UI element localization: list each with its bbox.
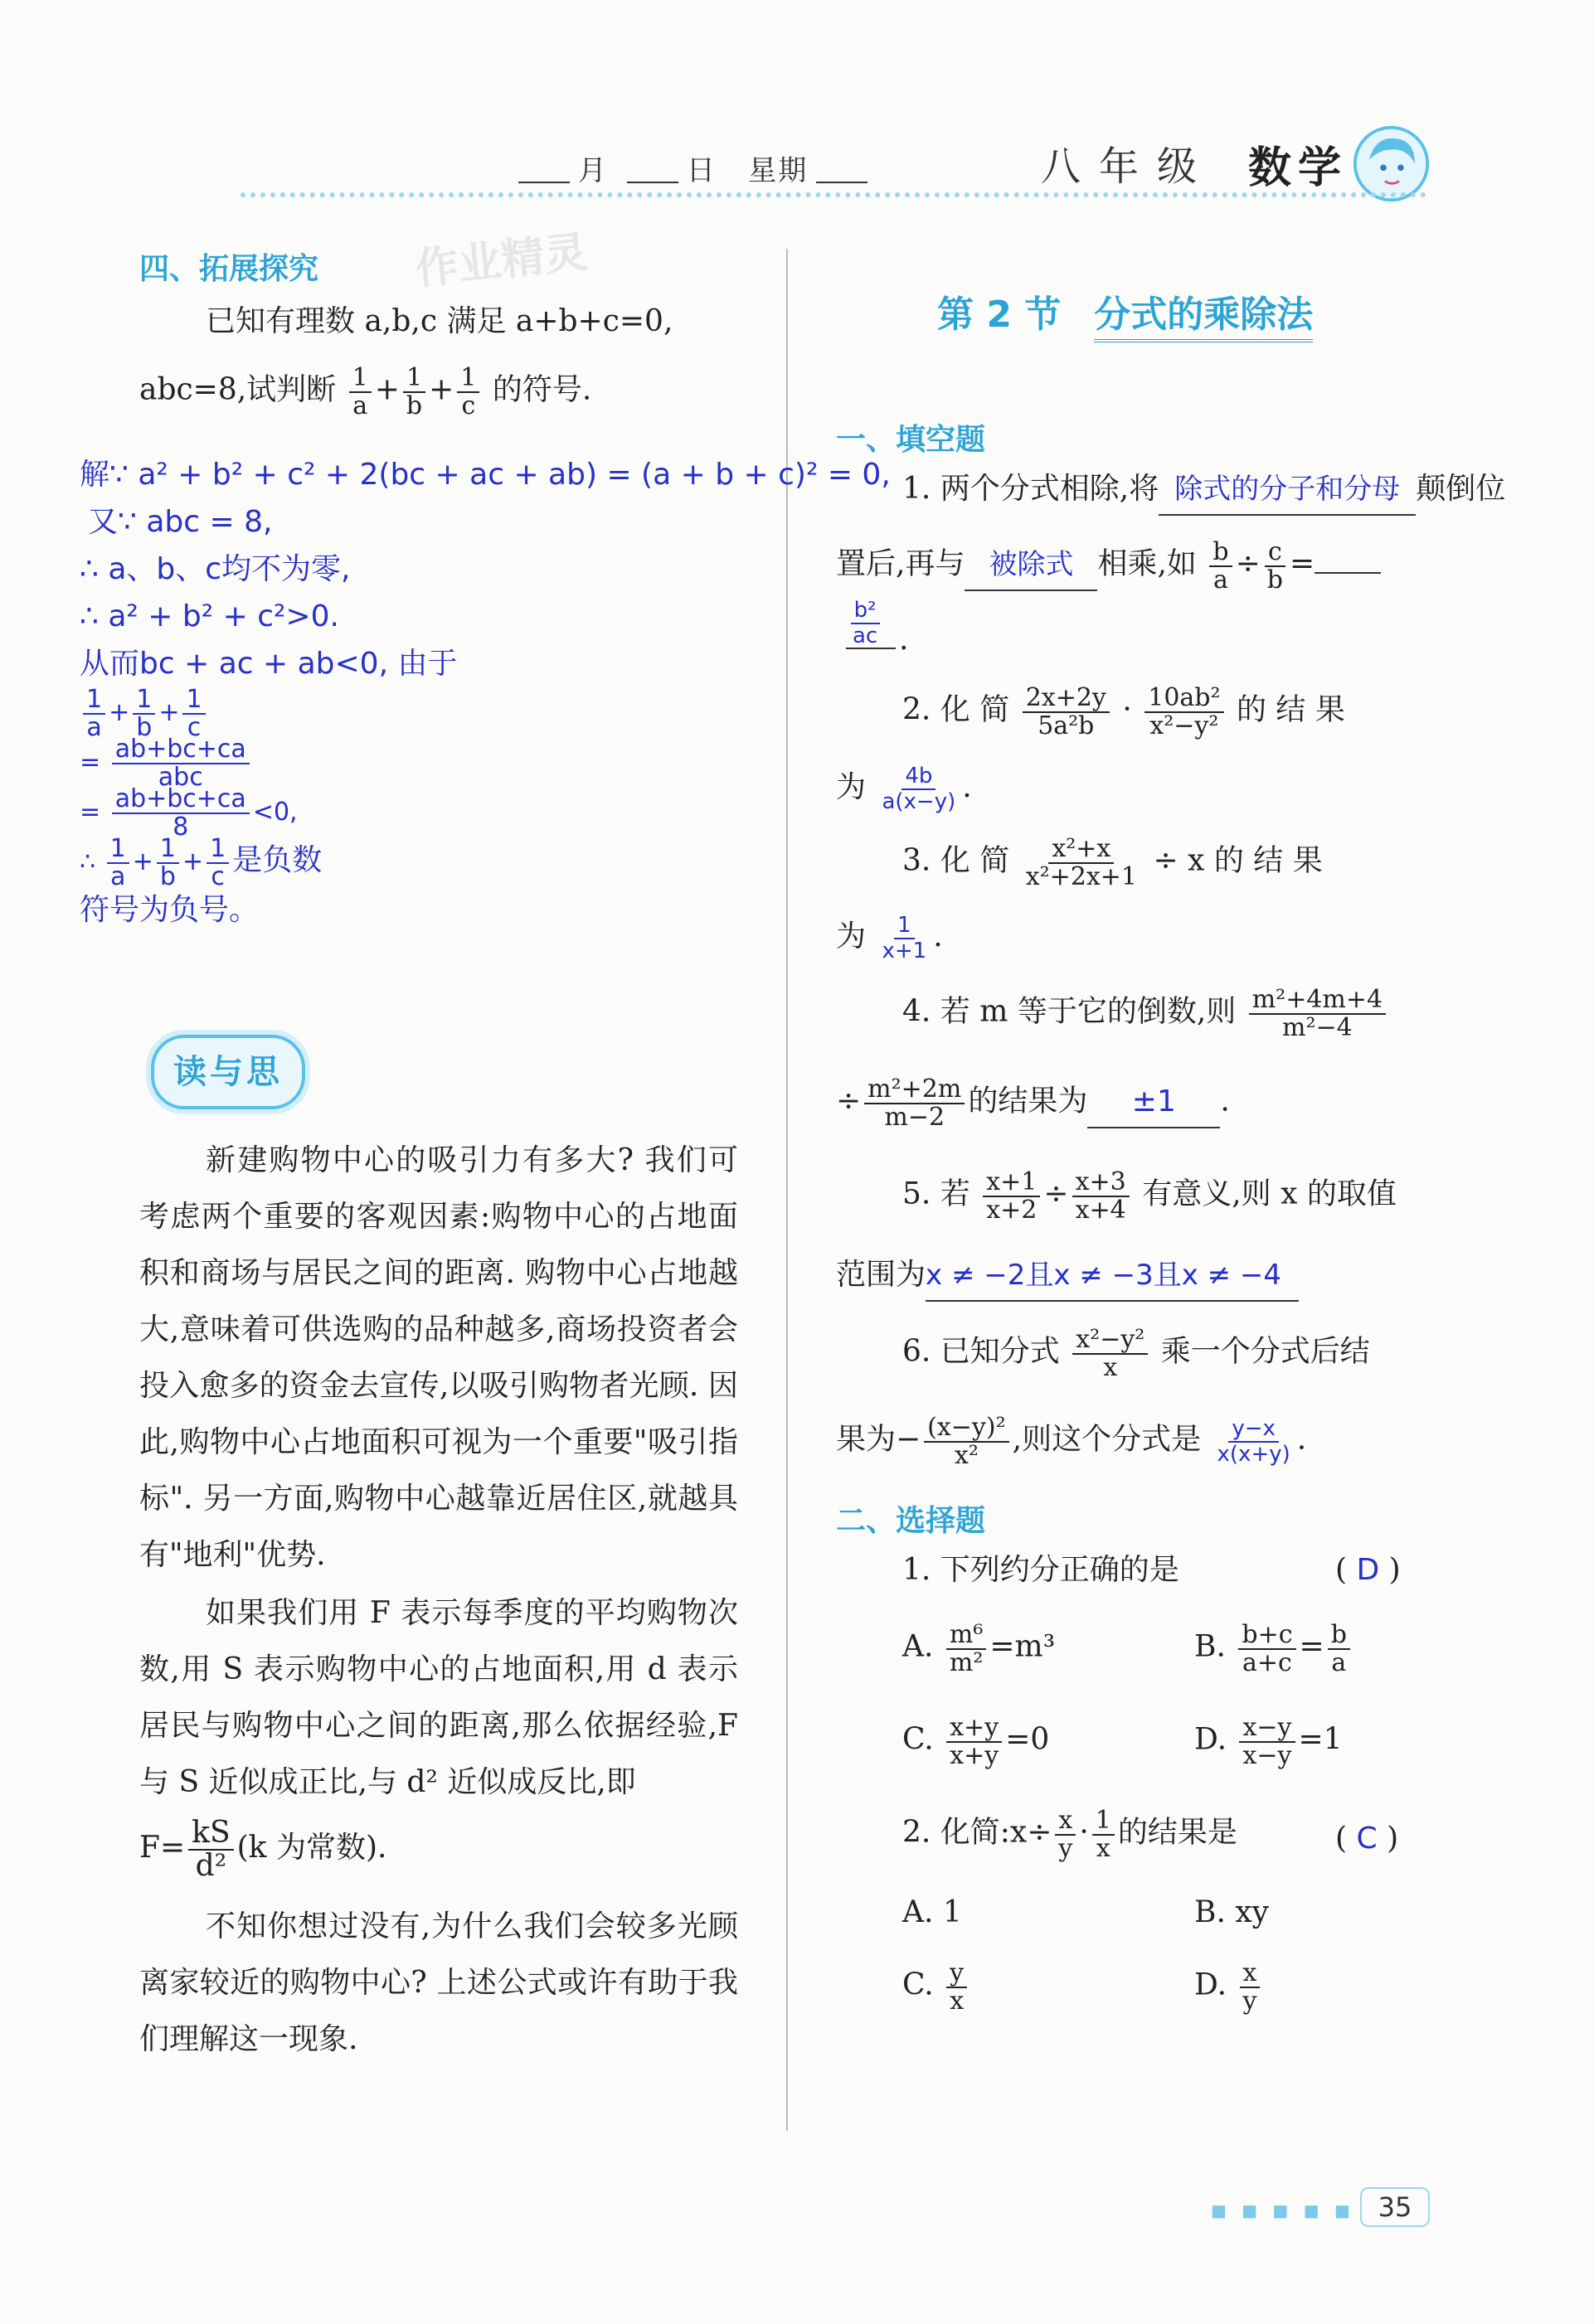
formula-fraction: $\frac{kS}{\text{d²}}$ [188, 1817, 233, 1882]
choice2-option-d[interactable]: D. $\frac{x}{y}$ [1194, 1960, 1263, 2014]
solution-line1: 解∵ a² + b² + c² + 2(bc + ac + ab) = (a + b + c)² = 0, [80, 458, 891, 492]
q6-line2: 果为− $\frac{\text{(x−y)²}}{\text{x²}}$ ,则这个分式是 $\frac{y-x}{x(x+y)}$ . [836, 1413, 1307, 1470]
choice2-answer[interactable]: ( C ) [1335, 1822, 1399, 1856]
month-blank[interactable] [518, 182, 570, 183]
q1-answer-1[interactable]: 除式的分子和分母 [1159, 464, 1416, 516]
reading-paragraph-2: 如果我们用 F 表示每季度的平均购物次数,用 S 表示购物中心的占地面积,用 d 表示居民与购物中心之间的距离,那么依据经验,F 与 S 近似成正比,与 d² 近似成反比,即 [139, 1596, 738, 1799]
q2-answer[interactable]: $\frac{4b}{a(x-y)}$ [882, 764, 956, 814]
mascot-icon [1352, 124, 1431, 203]
section4-title: 四、拓展探究 [139, 252, 319, 286]
grade-label: 八年级 [1041, 143, 1216, 190]
choice2-option-c[interactable]: C. $\frac{y}{x}$ [902, 1960, 970, 2014]
q5-answer[interactable]: x ≠ −2且x ≠ −3且x ≠ −4 [926, 1250, 1299, 1302]
solution-step-8: = $\frac{ab+bc+ca}{8}$ <0, [80, 784, 298, 842]
page-number: 35 [1360, 2187, 1430, 2227]
choice1-option-d[interactable]: D. $\frac{x-y}{x-y}$ =1 [1194, 1713, 1343, 1770]
q1-line1: 1. 两个分式相除,将 除式的分子和分母 颠倒位 [902, 464, 1505, 516]
q3-line2: 为 $\frac{1}{x+1}$ . [836, 913, 943, 963]
day-blank[interactable] [627, 182, 678, 183]
month-label: 月 [578, 154, 608, 187]
problem-line1: 已知有理数 a,b,c 满足 a+b+c=0, [206, 304, 673, 338]
read-think-badge: 读与思 [151, 1035, 305, 1109]
frac-1-over-a: $\frac{1}{a}$ [349, 365, 372, 419]
solution-line5: 从而bc + ac + ab<0, 由于 [80, 647, 458, 681]
q1-line2: 置后,再与 被除式 相乘,如 $\frac{b}{a}$ ÷ $\frac{c}{b}$ = [836, 539, 1381, 593]
section2-title: 二、选择题 [836, 1504, 986, 1538]
choice1-answer[interactable]: ( D ) [1335, 1553, 1401, 1587]
problem-line2-b: 的符号. [492, 372, 592, 407]
watermark: 作业精灵 [413, 227, 590, 295]
chapter-heading [937, 284, 1313, 337]
chapter-name: 分式的乘除法 [1094, 294, 1313, 342]
choice1-option-c[interactable]: C. $\frac{x+y}{x+y}$ =0 [902, 1713, 1050, 1770]
solution-conclusion: ∴ $\frac{1}{a}$ + $\frac{1}{b}$ + $\frac{1}{c}$ 是负数 [80, 834, 323, 891]
solution-line3: ∴ a、b、c均不为零, [80, 552, 351, 586]
q1-answer-3[interactable]: $\frac{\text{b²}}{ac}$ [846, 599, 896, 649]
q3-answer[interactable]: $\frac{1}{x+1}$ [882, 913, 927, 963]
reading-paragraph-3: 不知你想过没有,为什么我们会较多光顾离家较近的购物中心? 上述公式或许有助于我们理解这一现象. [139, 1909, 738, 2056]
choice2-option-a[interactable]: A. 1 [902, 1895, 962, 1929]
q2-line1: 2. 化 简 $\frac{2x+2y}{\text{5a²b}}$ · $\frac{\text{10ab²}}{\text{x²−y²}}$ 的 结 果 [902, 683, 1345, 740]
q1-answer-2[interactable]: 被除式 [965, 540, 1097, 591]
q3-line1: 3. 化 简 $\frac{\text{x²+x}}{\text{x²+2x+1}}$ ÷ x 的 结 果 [902, 834, 1323, 891]
frac-1-over-c: $\frac{1}{c}$ [457, 365, 479, 419]
chapter-number: 第 2 节 [937, 294, 1062, 336]
page-number-dots: ■ ■ ■ ■ ■ [1211, 2200, 1355, 2220]
subject-label: 数学 [1248, 143, 1349, 193]
q6-line1: 6. 已知分式 $\frac{\text{x²−y²}}{x}$ 乘一个分式后结 [902, 1325, 1370, 1382]
q6-answer[interactable]: $\frac{y-x}{x(x+y)}$ [1217, 1415, 1290, 1467]
q4-line1: 4. 若 m 等于它的倒数,则 $\frac{\text{m²+4m+4}}{\text{m²−4}}$ [902, 987, 1389, 1041]
frac-1-over-b: $\frac{1}{b}$ [403, 365, 425, 419]
formula-line: F= $\frac{kS}{\text{d²}}$ (k 为常数). [139, 1816, 387, 1883]
choice1-option-a[interactable]: A. $\frac{\text{m⁶}}{\text{m²}}$ =m³ [902, 1620, 1056, 1677]
q5-line1: 5. 若 $\frac{x+1}{x+2}$ ÷ $\frac{x+3}{x+4}$ 有意义,则 x 的取值 [902, 1167, 1397, 1225]
q4-line2: ÷ $\frac{\text{m²+2m}}{m-2}$ 的结果为 ±1 . [836, 1075, 1230, 1132]
choice2-question: 2. 化简:x÷ $\frac{x}{y}$ · $\frac{1}{x}$ 的结果是 [902, 1806, 1237, 1863]
section1-title: 一、填空题 [836, 423, 986, 457]
weekday-blank[interactable] [816, 182, 867, 183]
column-divider [786, 249, 788, 2131]
q5-line2: 范围为x ≠ −2且x ≠ −3且x ≠ −4 [836, 1250, 1299, 1302]
solution-step-abc: = $\frac{ab+bc+ca}{\text{abc}}$ [80, 736, 253, 790]
reading-paragraph-1: 新建购物中心的吸引力有多大? 我们可考虑两个重要的客观因素:购物中心的占地面积和商场与居民之间的距离. 购物中心占地越大,意味着可供选购的品种越多,商场投资者会投入愈多的资金去宣传,以吸引购物者光顾. 因此,购物中心占地面积可视为一个重要"吸引指标". 另一方面,购物中心越靠近居住区,就越具有"地利"优势. [139, 1143, 738, 1572]
choice2-option-b[interactable]: B. xy [1194, 1895, 1269, 1929]
date-line [510, 148, 876, 188]
problem-line2-a: abc=8,试判断 [139, 372, 337, 407]
solution-line2: 又∵ abc = 8, [88, 505, 273, 539]
solution-line4: ∴ a² + b² + c²>0. [80, 599, 339, 633]
q4-answer[interactable]: ±1 [1087, 1077, 1220, 1128]
solution-last: 符号为负号。 [80, 893, 260, 927]
header-dotted-rule [241, 192, 1426, 197]
q2-line2: 为 $\frac{4b}{a(x-y)}$ . [836, 764, 972, 814]
workbook-page: 月 日 星期 八年级 数学 作业精灵 四、拓展探究 已知有理数 a,b,c 满足 a+b+c=0, abc=8,试判断 $\frac{1}{a}$ + $\frac{1}{b}$ + $\frac{1}{c}$ 的符号. 解∵ a² + b² + c² + 2(bc + ac + ab) = (a + b + c)² = 0, 又∵ abc = 8, ∴ a、b、c均不为零, ∴ a² + b² + c²>0. 从而bc + ac + ab<0, 由于 $\frac{1}{a}$ + $\frac{1}{b}$ + $\frac{1}{c}$ = $\frac{ab+bc+ca}{\text{abc}}$ = $\frac{ab+bc+ca}{8}$ <0, ∴ $\frac{1}{a}$ + $\frac{1}{b}$ + $\frac{1}{c}$ 是负数 符号为负号。 读与思 新建购物中心的吸引力有多大? 我们可考虑两个重要的客观因素:购物中心的占地面积和商场与居民之间的距离. 购物中心占地越大,意味着可供选购的品种越多,商场投资者会投入愈多的资金去宣传,以吸引购物者光顾. 因此,购物中心占地面积可视为一个重要"吸引指标". 另一方面,购物中心越靠近居住区,就越具有"地利"优势. 如果我们用 F 表示每季度的平均购物次数,用 S 表示购物中心的占地面积,用 d 表示居民与购物中心之间的距离,那么依据经验,F 与 S 近似成正比,与 d² 近似成反比,即 F= $\frac{kS}{\text{d²}}$ (k 为常数). 不知你想过没有,为什么我们会较多光顾离家较近的购物中心? 上述公式或许有助于我们理解这一现象. 第 2 节 分式的乘除法 一、填空题 1. 两个分式相除,将 除式的分子和分母 颠倒位 置后,再与 被除式 相乘,如 $\frac{b}{a}$ ÷ $\frac{c}{b}$ = $\frac{\text{b²}}{ac}$ . 2. 化 简 $\frac{2x+2y}{\text{5a²b}}$ · $\frac{\text{10ab²}}{\text{x²−y²}}$ 的 结 果 为 $\frac{4b}{a(x-y)}$ . 3. 化 简 $\frac{\text{x²+x}}{\text{x²+2x+1}}$ ÷ x 的 结 果 为 $\frac{1}{x+1}$ . 4. 若 m 等于它的倒数,则 $\frac{\text{m²+4m+4}}{\text{m²−4}}$ ÷ $\frac{\text{m²+2m}}{m-2}$ 的结果为 ±1 . 5. 若 $\frac{x+1}{x+2}$ ÷ $\frac{x+3}{x+4}$ 有意义,则 x 的取值 范围为x ≠ −2且x ≠ −3且x ≠ −4 6. 已知分式 $\frac{\text{x²−y²}}{x}$ 乘一个分式后结 果为− $\frac{\text{(x−y)²}}{\text{x²}}$ ,则这个分式是 $\frac{y-x}{x(x+y)}$ . 二、选择题 1. 下列约分正确的是 ( D ) A. $\frac{\text{m⁶}}{\text{m²}}$ =m³ B. $\frac{b+c}{a+c}$ = $\frac{b}{a}$ C. $\frac{x+y}{x+y}$ =0 D. $\frac{x-y}{x-y}$ =1 2. 化简:x÷ $\frac{x}{y}$ · $\frac{1}{x}$ 的结果是 ( C ) A. 1 B. xy C. $\frac{y}{x}$ D. $\frac{x}{y}$ ■ ■ ■ ■ ■ 35 [0, 0, 1594, 2324]
weekday-label: 星期 [748, 154, 809, 187]
choice1-option-b[interactable]: B. $\frac{b+c}{a+c}$ = $\frac{b}{a}$ [1194, 1622, 1353, 1676]
problem-line2: abc=8,试判断 $\frac{1}{a}$ + $\frac{1}{b}$ + $\frac{1}{c}$ 的符号. [139, 363, 592, 420]
solution-sum-fracs: $\frac{1}{a}$ + $\frac{1}{b}$ + $\frac{1}{c}$ [80, 687, 209, 740]
day-label: 日 [686, 154, 717, 187]
choice1-question: 1. 下列约分正确的是 [902, 1553, 1179, 1587]
